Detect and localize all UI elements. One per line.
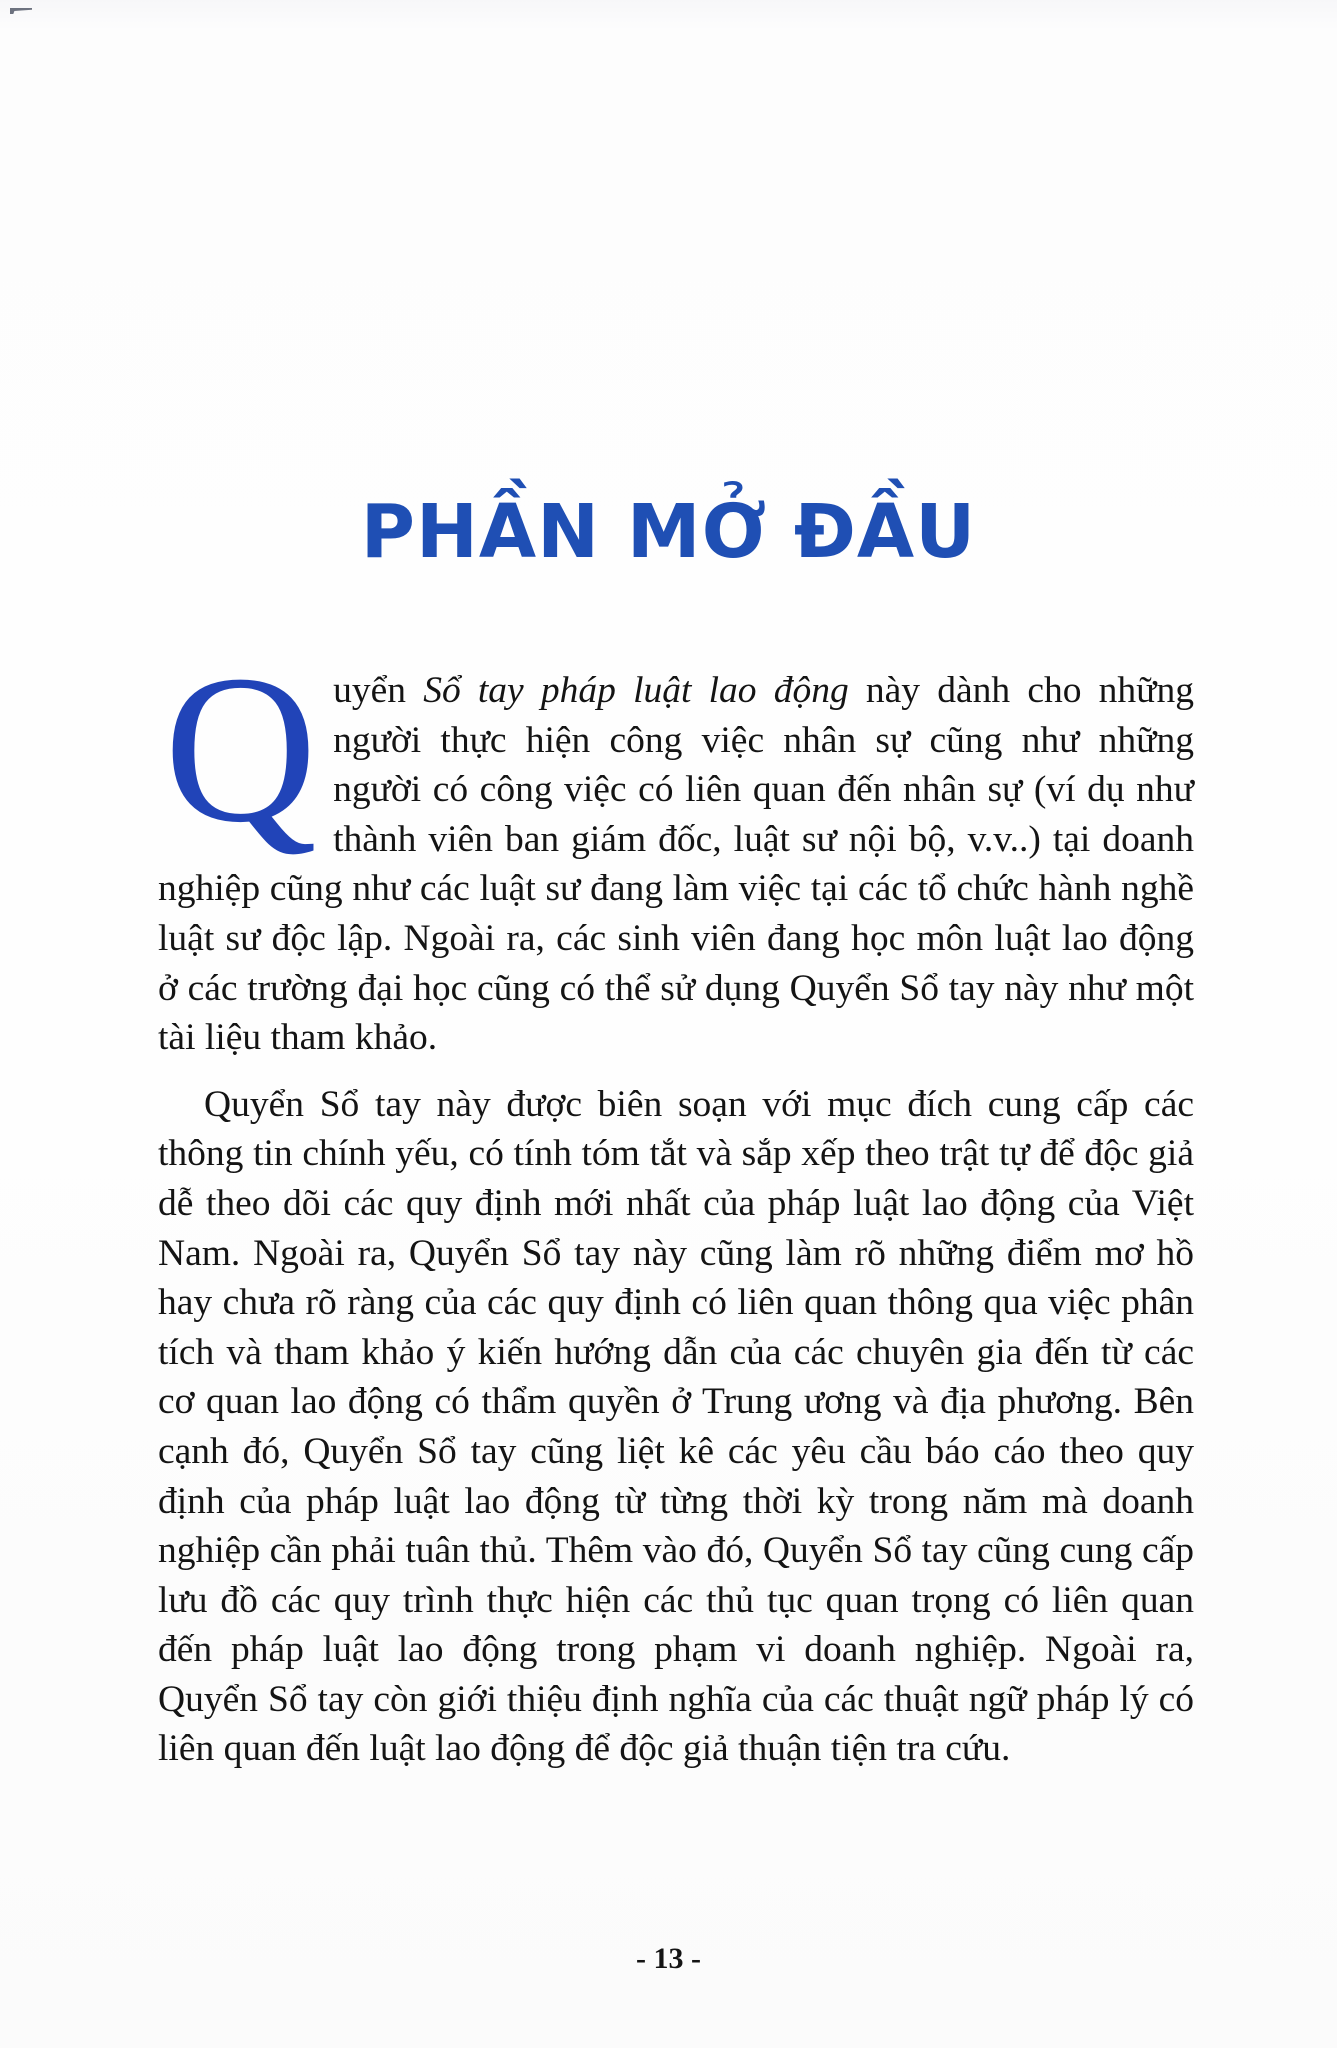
book-title-italic: Sổ tay pháp luật lao động bbox=[423, 670, 849, 711]
paragraph-purpose: Quyển Sổ tay này được biên soạn với mục đích cung cấp các thông tin chính yếu, có tính tóm tắt và sắp xếp theo trật tự để độc giả dễ theo dõi các quy định mới nhất của pháp luật lao động của Việt Nam. Ngoài ra, Quyển Sổ tay này cũng làm rõ những điểm mơ hồ hay chưa rõ ràng của các quy định có liên quan thông qua việc phân tích và tham khảo ý kiến hướng dẫn của các chuyên gia đến từ các cơ quan lao động có thẩm quyền ở Trung ương và địa phương. Bên cạnh đó, Quyển Sổ tay cũng liệt kê các yêu cầu báo cáo theo quy định của pháp luật lao động từ từng thời kỳ trong năm mà doanh nghiệp cần phải tuân thủ. Thêm vào đó, Quyển Sổ tay cũng cung cấp lưu đồ các quy trình thực hiện các thủ tục quan trọng có liên quan đến pháp luật lao động trong phạm vi doanh nghiệp. Ngoài ra, Quyển Sổ tay còn giới thiệu định nghĩa của các thuật ngữ pháp lý có liên quan đến luật lao động để độc giả thuận tiện tra cứu. bbox=[158, 1083, 1194, 1770]
paragraph-lead: uyển bbox=[333, 670, 424, 711]
paragraph-rest: này dành cho những người thực hiện công việc nhân sự cũng như những người có công việc có liên quan đến nhân sự (ví dụ như thành viên ban giám đốc, luật sư nội bộ, v.v..) tại doanh nghiệp cũng như các luật sư đang làm việc tại các tổ chức hành nghề luật sư độc lập. Ngoài ra, các sinh viên đang học môn luật lao động ở các trường đại học cũng có thể sử dụng Quyển Sổ tay này như một tài liệu tham khảo. bbox=[158, 670, 1194, 1059]
paragraph-intro bbox=[158, 631, 1194, 1063]
chapter-heading: PHẦN MỞ ĐẦU bbox=[360, 488, 977, 575]
scan-corner-mark bbox=[10, 8, 32, 14]
drop-cap-letter: Q bbox=[164, 631, 318, 866]
body-text bbox=[158, 631, 1194, 1774]
page-number: - 13 - bbox=[636, 1942, 701, 1975]
